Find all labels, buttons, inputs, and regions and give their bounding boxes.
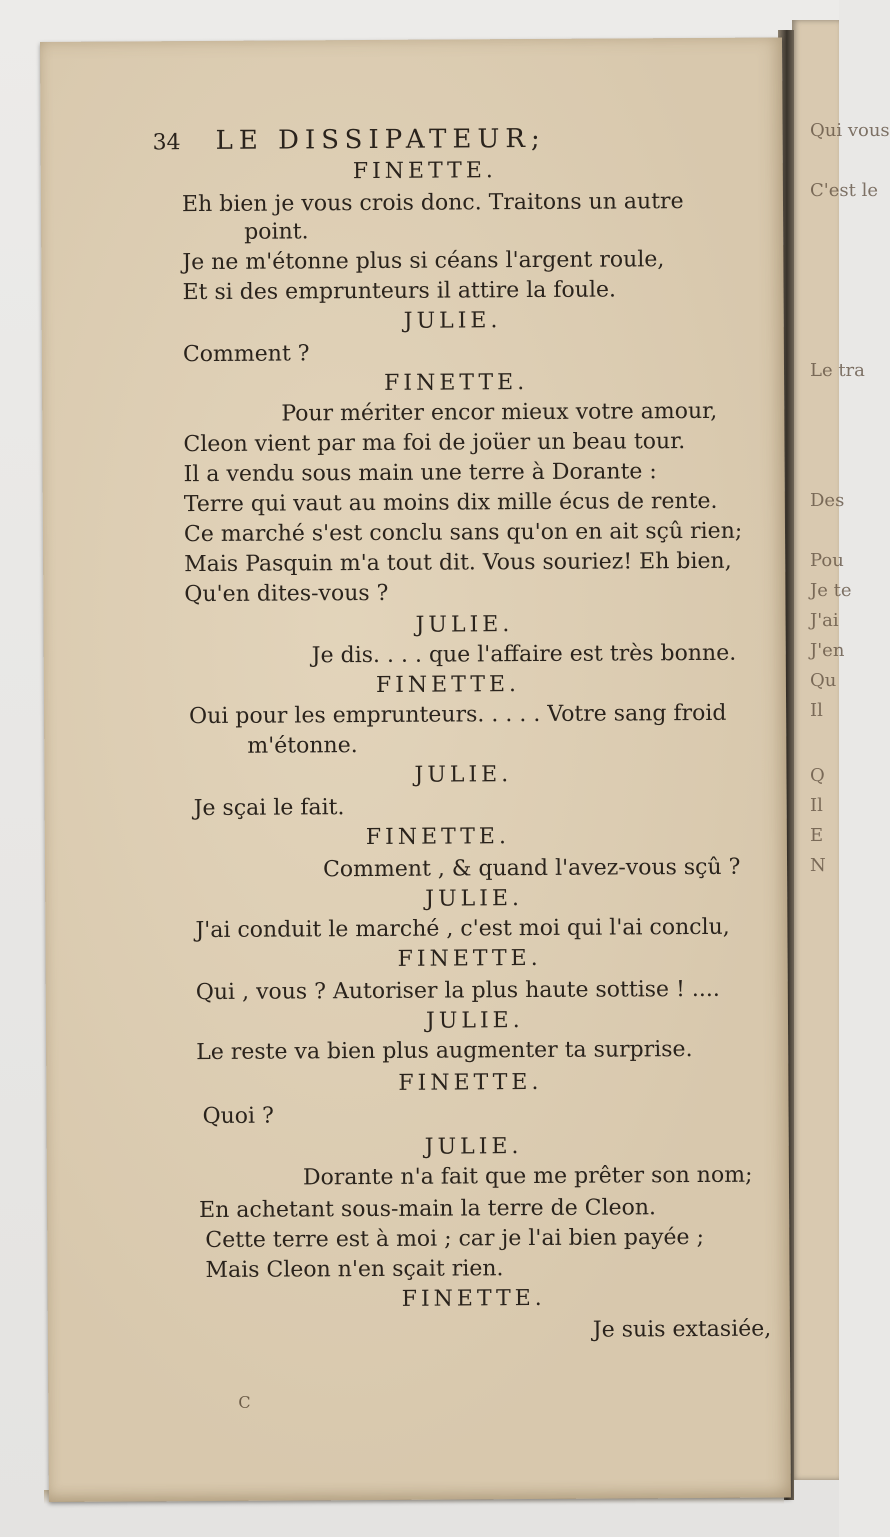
verse-line: En achetant sous-main la terre de Cleon.: [199, 1195, 657, 1224]
speaker-name: FINETTE.: [352, 158, 497, 185]
verse-line: Mais Pasquin m'a tout dit. Vous souriez! Eh bien,: [184, 548, 732, 578]
facing-page-edge: [792, 20, 890, 1480]
speaker-name: JULIE.: [414, 762, 513, 788]
verse-line: Quoi ?: [202, 1103, 274, 1130]
verse-line: Qui , vous ? Autoriser la plus haute sottise ! ....: [195, 976, 720, 1006]
facing-page-fragment: Q: [810, 765, 825, 786]
facing-page-fragment: E: [810, 825, 824, 846]
verse-line: Et si des emprunteurs il attire la foule.: [182, 277, 617, 306]
book-page: [40, 37, 791, 1502]
verse-line: Je suis extasiée,: [592, 1316, 772, 1343]
facing-page-fragment: J'en: [810, 640, 845, 661]
facing-page-fragment: Il: [810, 700, 823, 721]
facing-page-fragment: Qu: [810, 670, 837, 691]
page-text: [40, 37, 791, 1502]
verse-line: Dorante n'a fait que me prêter son nom;: [302, 1162, 753, 1191]
verse-line: Cleon vient par ma foi de joüer un beau tour.: [183, 429, 686, 458]
verse-line: Ce marché s'est conclu sans qu'on en ait sçû rien;: [183, 518, 743, 548]
speaker-name: JULIE.: [403, 308, 502, 334]
verse-line: Il a vendu sous main une terre à Dorante :: [183, 459, 657, 488]
verse-line: Comment , & quand l'avez-vous sçû ?: [322, 854, 741, 883]
verse-line: Eh bien je vous crois donc. Traitons un autre: [181, 189, 684, 218]
speaker-name: FINETTE.: [397, 945, 542, 972]
verse-line: Je sçai le fait.: [193, 795, 345, 822]
verse-line: Pour mériter encor mieux votre amour,: [281, 398, 718, 427]
facing-page-fragment: Des: [810, 490, 845, 511]
verse-line: Oui pour les emprunteurs. . . . . Votre sang froid: [189, 700, 727, 730]
speaker-name: FINETTE.: [365, 824, 511, 851]
facing-page-fragment: Il: [810, 795, 823, 816]
facing-page-fragment: Pou: [810, 550, 844, 571]
verse-line: Qu'en dites-vous ?: [184, 580, 389, 608]
page-number: 34: [152, 130, 181, 156]
verse-line: Cette terre est à moi ; car je l'ai bien payée ;: [205, 1224, 705, 1254]
verse-line: point.: [244, 219, 309, 245]
verse-line: Comment ?: [182, 341, 310, 368]
verse-line: Je dis. . . . que l'affaire est très bonne.: [311, 640, 737, 669]
speaker-name: FINETTE.: [375, 672, 521, 698]
running-title: LE DISSIPATEUR;: [215, 123, 546, 156]
verse-line: Mais Cleon n'en sçait rien.: [205, 1256, 504, 1284]
facing-page-fragment: Le tra: [810, 360, 865, 381]
speaker-name: JULIE.: [425, 1008, 524, 1034]
facing-page-fragment: Je te: [810, 580, 852, 601]
verse-line: Je ne m'étonne plus si céans l'argent roule,: [182, 247, 665, 276]
speaker-name: FINETTE.: [401, 1285, 546, 1312]
facing-page-fragment: C'est le: [810, 180, 878, 201]
speaker-name: JULIE.: [425, 886, 524, 912]
speaker-name: FINETTE.: [398, 1069, 543, 1096]
facing-page-fragment: N: [810, 855, 826, 876]
speaker-name: FINETTE.: [384, 370, 529, 396]
verse-line: Le reste va bien plus augmenter ta surprise.: [196, 1037, 693, 1066]
verse-line: m'étonne.: [247, 733, 358, 759]
facing-page-fragment: Qui vous: [810, 120, 890, 141]
facing-page-fragment: J'ai: [810, 610, 839, 631]
verse-line: J'ai conduit le marché , c'est moi qui l'ai conclu,: [195, 914, 730, 944]
speaker-name: JULIE.: [415, 612, 514, 638]
speaker-name: JULIE.: [424, 1134, 523, 1160]
signature-mark: C: [238, 1392, 251, 1412]
verse-line: Terre qui vaut au moins dix mille écus de rente.: [183, 488, 718, 518]
